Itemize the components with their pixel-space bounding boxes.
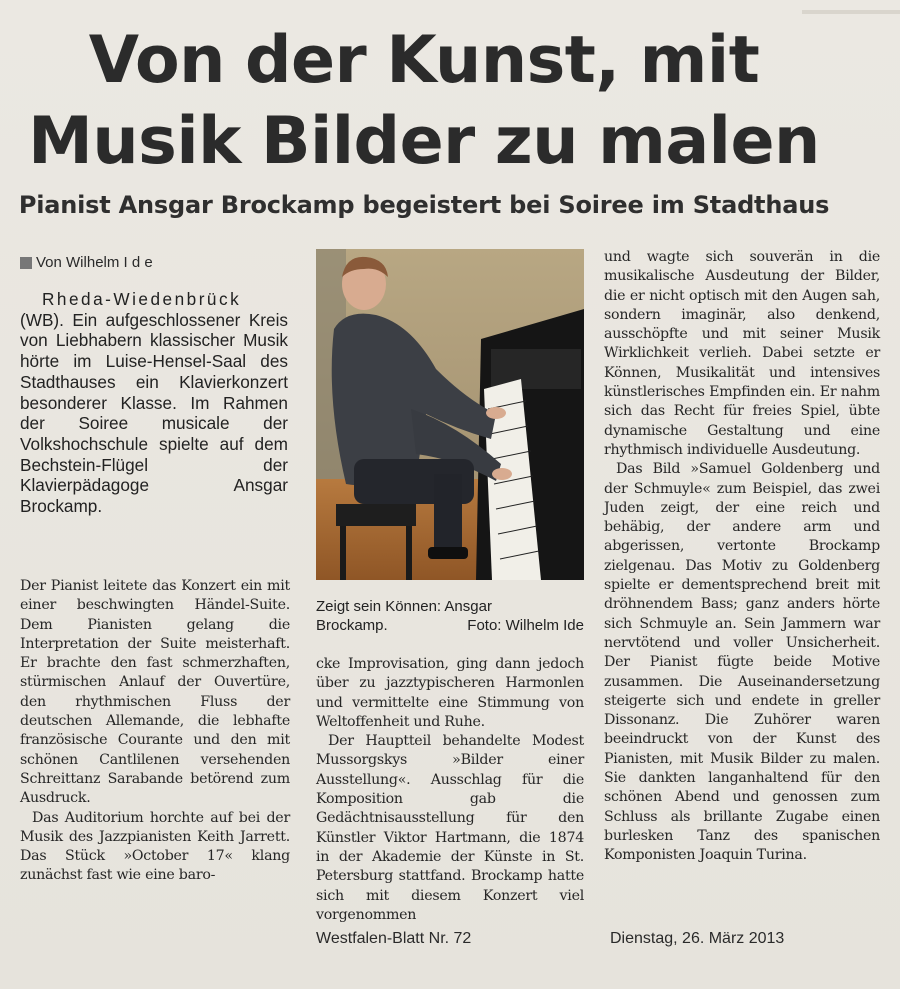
photo-caption (316, 597, 584, 635)
caption-text-end: Brockamp. (316, 617, 388, 634)
article-column-1 (20, 577, 290, 886)
publication-name: Westfalen-Blatt Nr. 72 (316, 930, 472, 947)
pianist-at-piano-image (316, 249, 584, 580)
headline (18, 20, 830, 182)
publication-date: Dienstag, 26. März 2013 (610, 930, 785, 947)
article-column-3 (604, 248, 880, 866)
photo-credit: Foto: Wilhelm Ide (467, 617, 584, 634)
article-column-2 (316, 655, 584, 925)
paragraph: Der Hauptteil behandelte Modest Mussorgskys »Bilder einer Ausstellung«. Ausschlag für die Komposition gab die Gedächtnisausstellung für den Künstler Viktor Hartmann, die 1874 in der Akademie der Künste in St. Petersburg stattfand. Brockamp hatte sich mit diesem Konzert viel vorgenommen (316, 733, 584, 923)
paragraph: und wagte sich souverän in die musikalische Ausdeutung der Bilder, die er nicht optisch mit den Augen sah, sondern imaginär, also denkend, ausschöpfte und mit seiner Musik Wirklichkeit verlieh. Dabei setzte er Können, Musikalität und intensives künstlerisches Empfinden ein. Er nahm sich das Recht für freies Spiel, übte dynamische Gestaltung und eine rhythmisch individuelle Ausdeutung. (604, 249, 880, 458)
lead-dateline: Rheda-Wiedenbrück (42, 289, 242, 309)
byline-author: Von Wilhelm I d e (36, 254, 153, 271)
subheadline: Pianist Ansgar Brockamp begeistert bei Soiree im Stadthaus (18, 191, 830, 219)
headline-line-1: Von der Kunst, mit (88, 23, 760, 98)
headline-line-2: Musik Bilder zu malen (28, 104, 820, 179)
paragraph: cke Improvisation, ging dann jedoch über zu jazztypischeren Harmonlen und vermittelte eine Stimmung von Weltoffenheit und Ruhe. (316, 656, 584, 730)
caption-text: Zeigt sein Können: Ansgar (316, 598, 492, 615)
byline (20, 254, 310, 271)
paragraph: Der Pianist leitete das Konzert ein mit einer beschwingten Händel-Suite. Dem Pianisten gelang die Interpretation der Suite meisterhaft. Er brachte den fast schmerzhaften, stürmischen Anlauf der Ouvertüre, den rhythmischen Fluss der deutschen Allemande, die lebhafte französische Courante und den mit schönen Cantlilenen versehenden Schreittanz Sarabande betörend zum Ausdruck. (20, 578, 290, 807)
paragraph: Das Auditorium horchte auf bei der Musik des Jazzpianisten Keith Jarrett. Das Stück »October 17« klang zunächst fast wie eine baro- (20, 809, 290, 884)
pianist-photo (316, 249, 584, 580)
lead-text: (WB). Ein aufgeschlossener Kreis von Liebhabern klassischer Musik hörte im Luise-Hensel-Saal des Stadthauses ein Klavierkonzert besonderer Klasse. Im Rahmen der Soiree musicale der Volkshochschule spielte auf dem Bechstein-Flügel der Klavierpädagoge Ansgar Brockamp. (20, 309, 288, 517)
bleed-through-tag (802, 10, 900, 14)
paragraph: Das Bild »Samuel Goldenberg und der Schmuyle« zum Beispiel, das zwei Juden zeigt, der eine reich und behäbig, der andere arm und abgerissen, vertonte Brockamp zielgenau. Das Motiv zu Goldenberg spielte er dementsprechend breit mit dröhnendem Bass; ganz anders hörte sich Schmuyle an. Sein Jammern war nervtötend und voller Unsicherheit. Der Pianist fügte beide Motive zusammen. Die Auseinandersetzung steigerte sich und endete in greller Dissonanz. Die Zuhörer waren beeindruckt von der Kunst des Pianisten, mit Musik Bilder zu malen. Sie dankten langanhaltend für den schönen Abend und genossen zum Schluss als brillante Zugabe einen burlesken Tanz des spanischen Komponisten Joaquin Turina. (604, 461, 880, 864)
square-bullet-icon (20, 257, 32, 269)
lead-paragraph (20, 289, 288, 517)
